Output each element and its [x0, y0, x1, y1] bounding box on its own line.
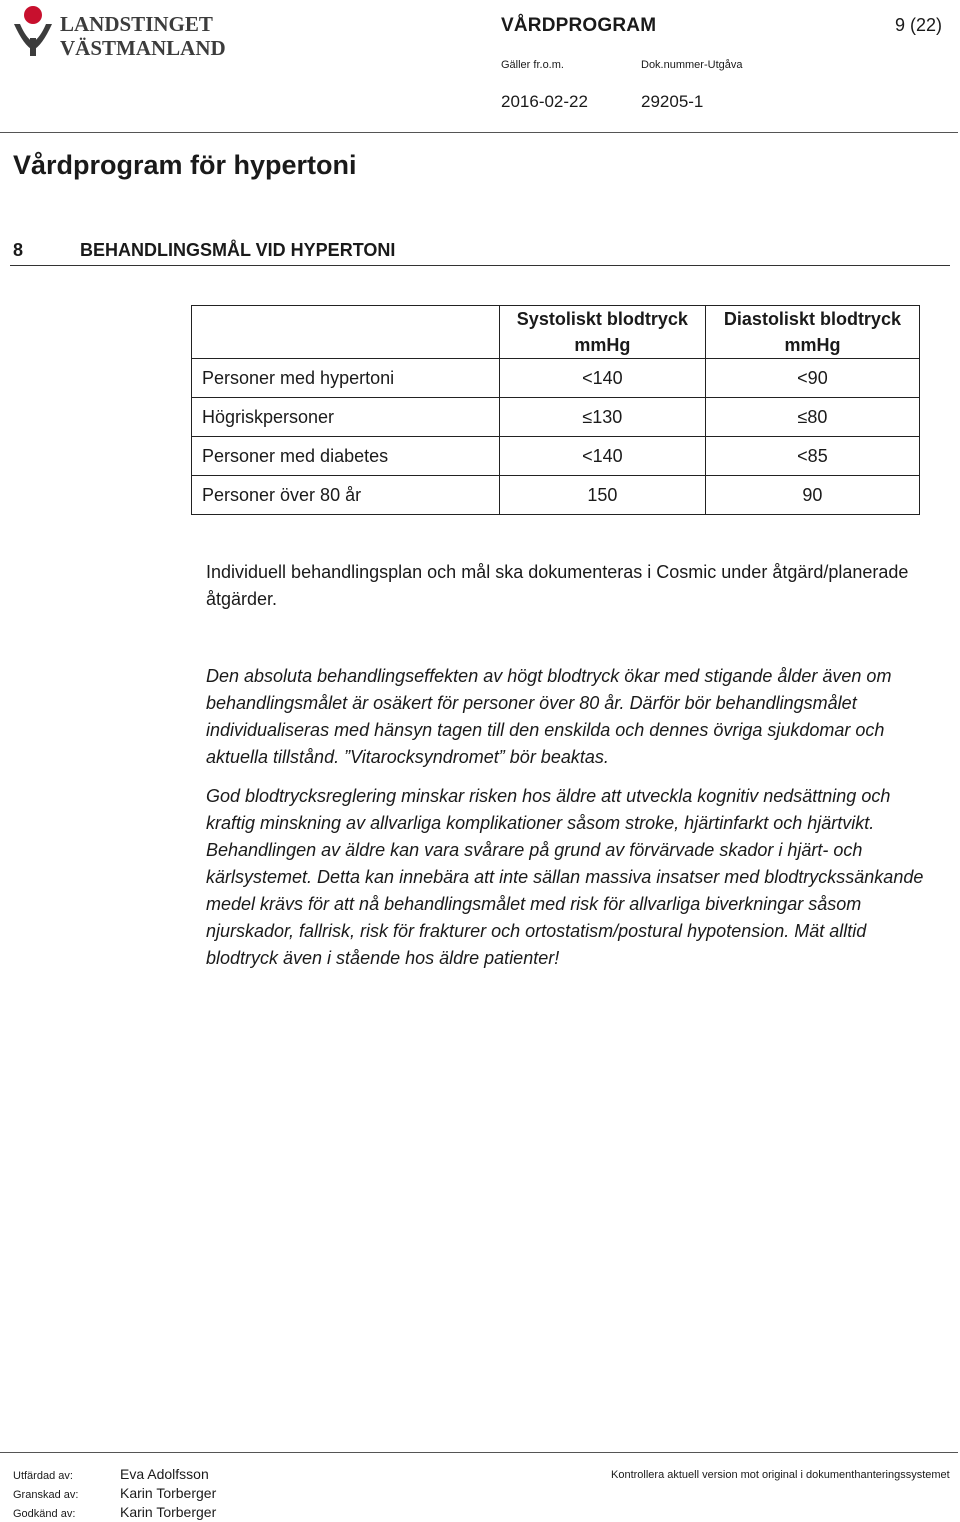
table-header-row [192, 306, 920, 359]
row-label: Personer med hypertoni [192, 359, 500, 398]
systolic-value: <140 [499, 437, 705, 476]
page-number: 9 (22) [895, 15, 943, 35]
section-divider [10, 265, 950, 266]
reviewed-by-name: Karin Torberger [120, 1485, 217, 1501]
header-divider [0, 132, 958, 133]
row-label: Högriskpersoner [192, 398, 500, 437]
reviewed-by-label: Granskad av: [13, 1489, 79, 1501]
diastolic-value: ≤80 [705, 398, 919, 437]
section-number: 8 [13, 240, 24, 260]
version-control-note: Kontrollera aktuell version mot original i dokumenthanteringssystemet [611, 1469, 950, 1481]
table-header-systolic: Systoliskt blodtryck mmHg [499, 306, 705, 359]
organization-logo [12, 4, 227, 58]
org-name-line2: VÄSTMANLAND [60, 36, 226, 58]
table-row [192, 359, 920, 398]
elderly-effect-paragraph: Den absoluta behandlingseffekten av högt blodtryck ökar med stigande ålder även om behandlingsmålet är osäkert för personer över 80 år. Därför bör behandlingsmålet individualiseras med hänsyn tagen till den enskilda och dennes övriga sjukdomar och aktuella tillstånd. ”Vitarocksyndromet” bör beaktas. [206, 666, 892, 767]
doc-number: 29205-1 [641, 92, 704, 111]
issued-by-label: Utfärdad av: [13, 1470, 73, 1482]
table-row [192, 398, 920, 437]
row-label: Personer över 80 år [192, 476, 500, 515]
systolic-value: <140 [499, 359, 705, 398]
section-title: BEHANDLINGSMÅL VID HYPERTONI [80, 240, 396, 260]
documentation-paragraph: Individuell behandlingsplan och mål ska dokumenteras i Cosmic under åtgärd/planerade åtgärder. [206, 562, 909, 609]
diastolic-value: 90 [705, 476, 919, 515]
document-type: VÅRDPROGRAM [501, 15, 657, 36]
document-title: Vårdprogram för hypertoni [13, 150, 357, 180]
table-row [192, 476, 920, 515]
elderly-regulation-paragraph: God blodtrycksreglering minskar risken hos äldre att utveckla kognitiv nedsättning och kraftig minskning av allvarliga komplikationer såsom stroke, hjärtinfarkt och hjärtvikt. Behandlingen av äldre kan vara svårare på grund av förvärvade skador i hjärt- och kärlsystemet. Detta kan innebära att inte sällan massiva insatser med blodtryckssänkande medel krävs för att nå behandlingsmålet med risk för allvarliga biverkningar såsom njurskador, fallrisk, risk för frakturer och ortostatism/postural hypotension. Mät alltid blodtryck även i stående hos äldre patienter! [206, 786, 924, 968]
systolic-value: ≤130 [499, 398, 705, 437]
treatment-goals-table [191, 305, 920, 515]
systolic-value: 150 [499, 476, 705, 515]
landstinget-logo-icon [12, 4, 227, 58]
approved-by-label: Godkänd av: [13, 1508, 76, 1520]
diastolic-value: <85 [705, 437, 919, 476]
table-header-empty [192, 306, 500, 359]
diastolic-value: <90 [705, 359, 919, 398]
row-label: Personer med diabetes [192, 437, 500, 476]
table-header-diastolic: Diastoliskt blodtryck mmHg [705, 306, 919, 359]
approved-by-name: Karin Torberger [120, 1504, 217, 1520]
doc-number-label: Dok.nummer-Utgåva [641, 59, 743, 71]
valid-from-date: 2016-02-22 [501, 92, 588, 111]
footer-divider [0, 1452, 958, 1453]
table-row [192, 437, 920, 476]
org-name-line1: LANDSTINGET [60, 12, 213, 36]
valid-from-label: Gäller fr.o.m. [501, 59, 564, 71]
issued-by-name: Eva Adolfsson [120, 1466, 209, 1482]
